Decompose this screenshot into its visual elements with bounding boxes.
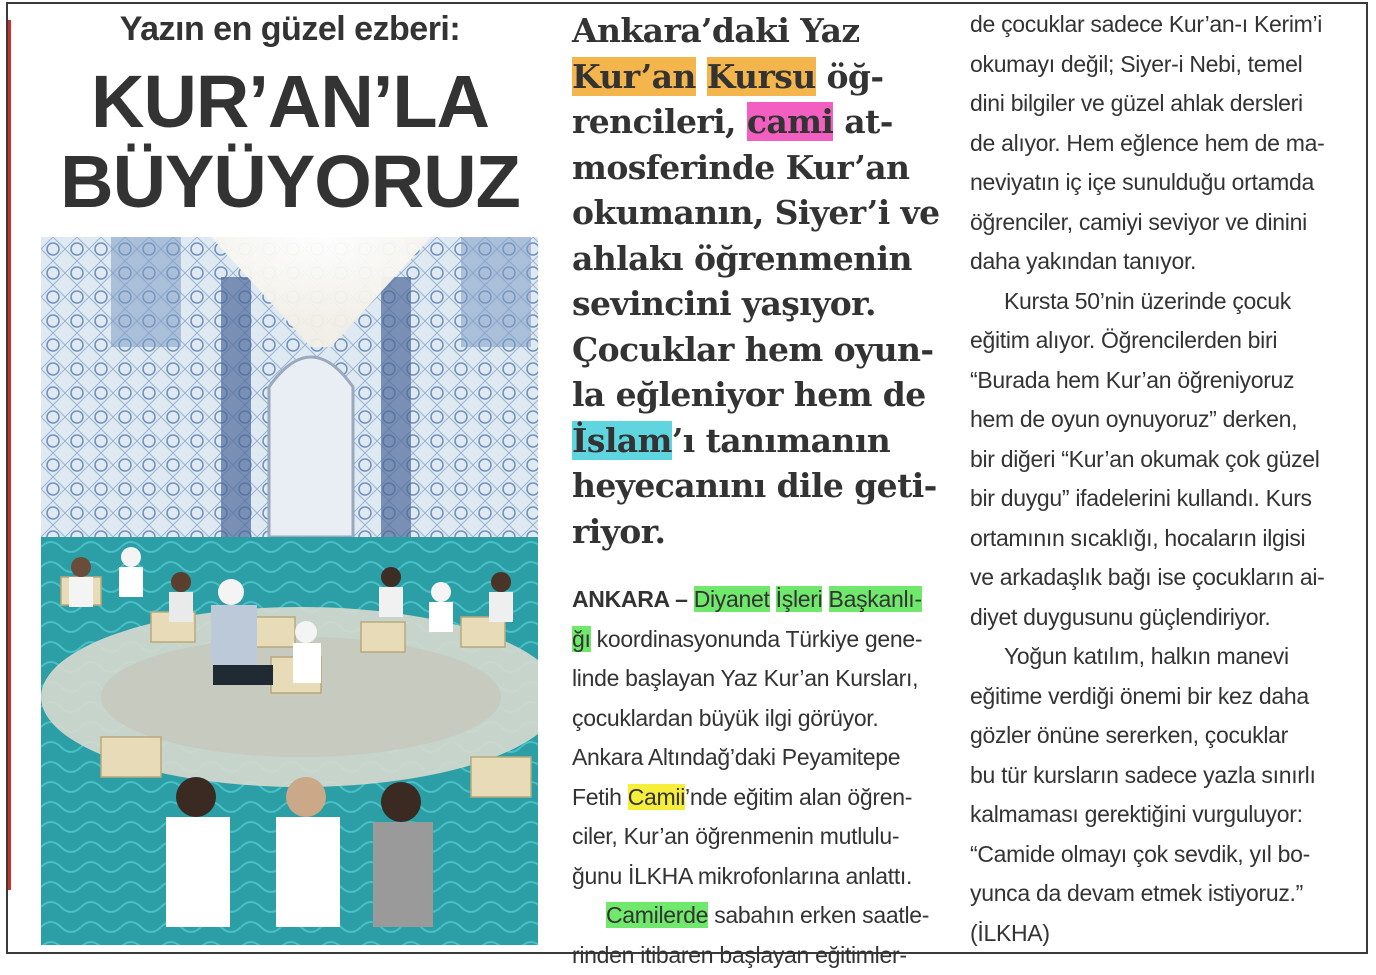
highlight: Kursu — [707, 57, 816, 96]
highlight: İşleri — [776, 586, 823, 612]
lead-line: Ankara’daki Yaz — [572, 8, 942, 54]
highlight: Diyanet — [694, 586, 770, 612]
highlight: ğı — [572, 626, 591, 652]
body-line: Ankara Altındağ’daki Peyamitepe — [572, 738, 942, 778]
highlight: Başkanlı- — [829, 586, 922, 612]
highlight: cami — [747, 102, 834, 141]
body-line: de alıyor. Hem eğlence hem de ma- — [970, 124, 1338, 164]
lead-line — [572, 418, 942, 464]
lead-line: mosferinde Kur’an — [572, 145, 942, 191]
headline-line: BÜYÜYORUZ — [40, 142, 540, 222]
body-line: öğrenciler, camiyi seviyor ve dinini — [970, 203, 1338, 243]
body-line: neviyatın iç içe sunulduğu ortamda — [970, 163, 1338, 203]
headline-line: KUR’AN’LA — [40, 62, 540, 142]
body-text: sabahın erken saatle- — [708, 902, 929, 928]
highlight: İslam — [572, 421, 672, 460]
body-line: gözler önüne sererken, çocuklar — [970, 716, 1338, 756]
lead-line: ahlakı öğrenmenin — [572, 236, 942, 282]
body-line: Kursta 50’nin üzerinde çocuk — [970, 282, 1338, 322]
article-photo — [41, 237, 538, 945]
lead-line — [572, 54, 942, 100]
lead-text: ’ı tanımanın — [672, 421, 890, 460]
body-line: daha yakından tanıyor. — [970, 242, 1338, 282]
body-line: de çocuklar sadece Kur’an-ı Kerim’i — [970, 5, 1338, 45]
kicker: Yazın en güzel ezberi: — [40, 10, 540, 49]
body-line: ortamının sıcaklığı, hocaların ilgisi — [970, 519, 1338, 559]
body-line: linde başlayan Yaz Kur’an Kursları, — [572, 659, 942, 699]
body-line: ve arkadaşlık bağı ise çocukların ai- — [970, 558, 1338, 598]
body-line — [572, 778, 942, 818]
dateline: ANKARA – — [572, 586, 694, 612]
body-line: ğunu İLKHA mikrofonlarına anlattı. — [572, 857, 942, 897]
body-column-1 — [572, 580, 942, 975]
body-line: rinden itibaren başlayan eğitimler- — [572, 936, 942, 975]
lead-line: la eğleniyor hem de — [572, 372, 942, 418]
highlight: Camilerde — [606, 902, 708, 928]
lead-line — [572, 99, 942, 145]
body-line: hem de oyun oynuyoruz” derken, — [970, 400, 1338, 440]
lead-line: heyecanını dile geti- — [572, 463, 942, 509]
lead-paragraph — [572, 8, 942, 554]
body-column-2 — [970, 5, 1338, 953]
body-line: bu tür kursların sadece yazla sınırlı — [970, 756, 1338, 796]
body-text: Fetih — [572, 784, 628, 810]
highlight: Camii — [628, 784, 685, 810]
lead-text: at- — [833, 102, 892, 141]
body-text: koordinasyonunda Türkiye gene- — [591, 626, 923, 652]
lead-line: riyor. — [572, 509, 942, 555]
body-line: diyet duygusunu güçlendiriyor. — [970, 598, 1338, 638]
body-line: çocuklardan büyük ilgi görüyor. — [572, 699, 942, 739]
body-line: Yoğun katılım, halkın manevi — [970, 637, 1338, 677]
body-line: ciler, Kur’an öğrenmenin mutlulu- — [572, 817, 942, 857]
body-line: “Burada hem Kur’an öğreniyoruz — [970, 361, 1338, 401]
headline — [40, 62, 540, 222]
accent-bar — [8, 20, 11, 890]
body-line: (İLKHA) — [970, 914, 1338, 954]
body-line — [572, 620, 942, 660]
lead-line: okumanın, Siyer’i ve — [572, 190, 942, 236]
body-text: ’nde eğitim alan öğren- — [685, 784, 912, 810]
body-line: eğitime verdiği önemi bir kez daha — [970, 677, 1338, 717]
body-line: “Camide olmayı çok sevdik, yıl bo- — [970, 835, 1338, 875]
body-line: kalmaması gerektiğini vurguluyor: — [970, 795, 1338, 835]
lead-line: Çocuklar hem oyun- — [572, 327, 942, 373]
body-line: dini bilgiler ve güzel ahlak dersleri — [970, 84, 1338, 124]
body-line: bir duygu” ifadelerini kullandı. Kurs — [970, 479, 1338, 519]
lead-line: sevincini yaşıyor. — [572, 281, 942, 327]
body-line — [572, 580, 942, 620]
body-line — [572, 896, 942, 936]
highlight: Kur’an — [572, 57, 696, 96]
lead-text: rencileri, — [572, 102, 747, 141]
body-line: bir diğeri “Kur’an okumak çok güzel — [970, 440, 1338, 480]
lead-text: öğ- — [816, 57, 884, 96]
body-line: okumayı değil; Siyer-i Nebi, temel — [970, 45, 1338, 85]
body-line: yunca da devam etmek istiyoruz.” — [970, 874, 1338, 914]
body-line: eğitim alıyor. Öğrencilerden biri — [970, 321, 1338, 361]
mosque-classroom-illustration — [41, 237, 538, 945]
